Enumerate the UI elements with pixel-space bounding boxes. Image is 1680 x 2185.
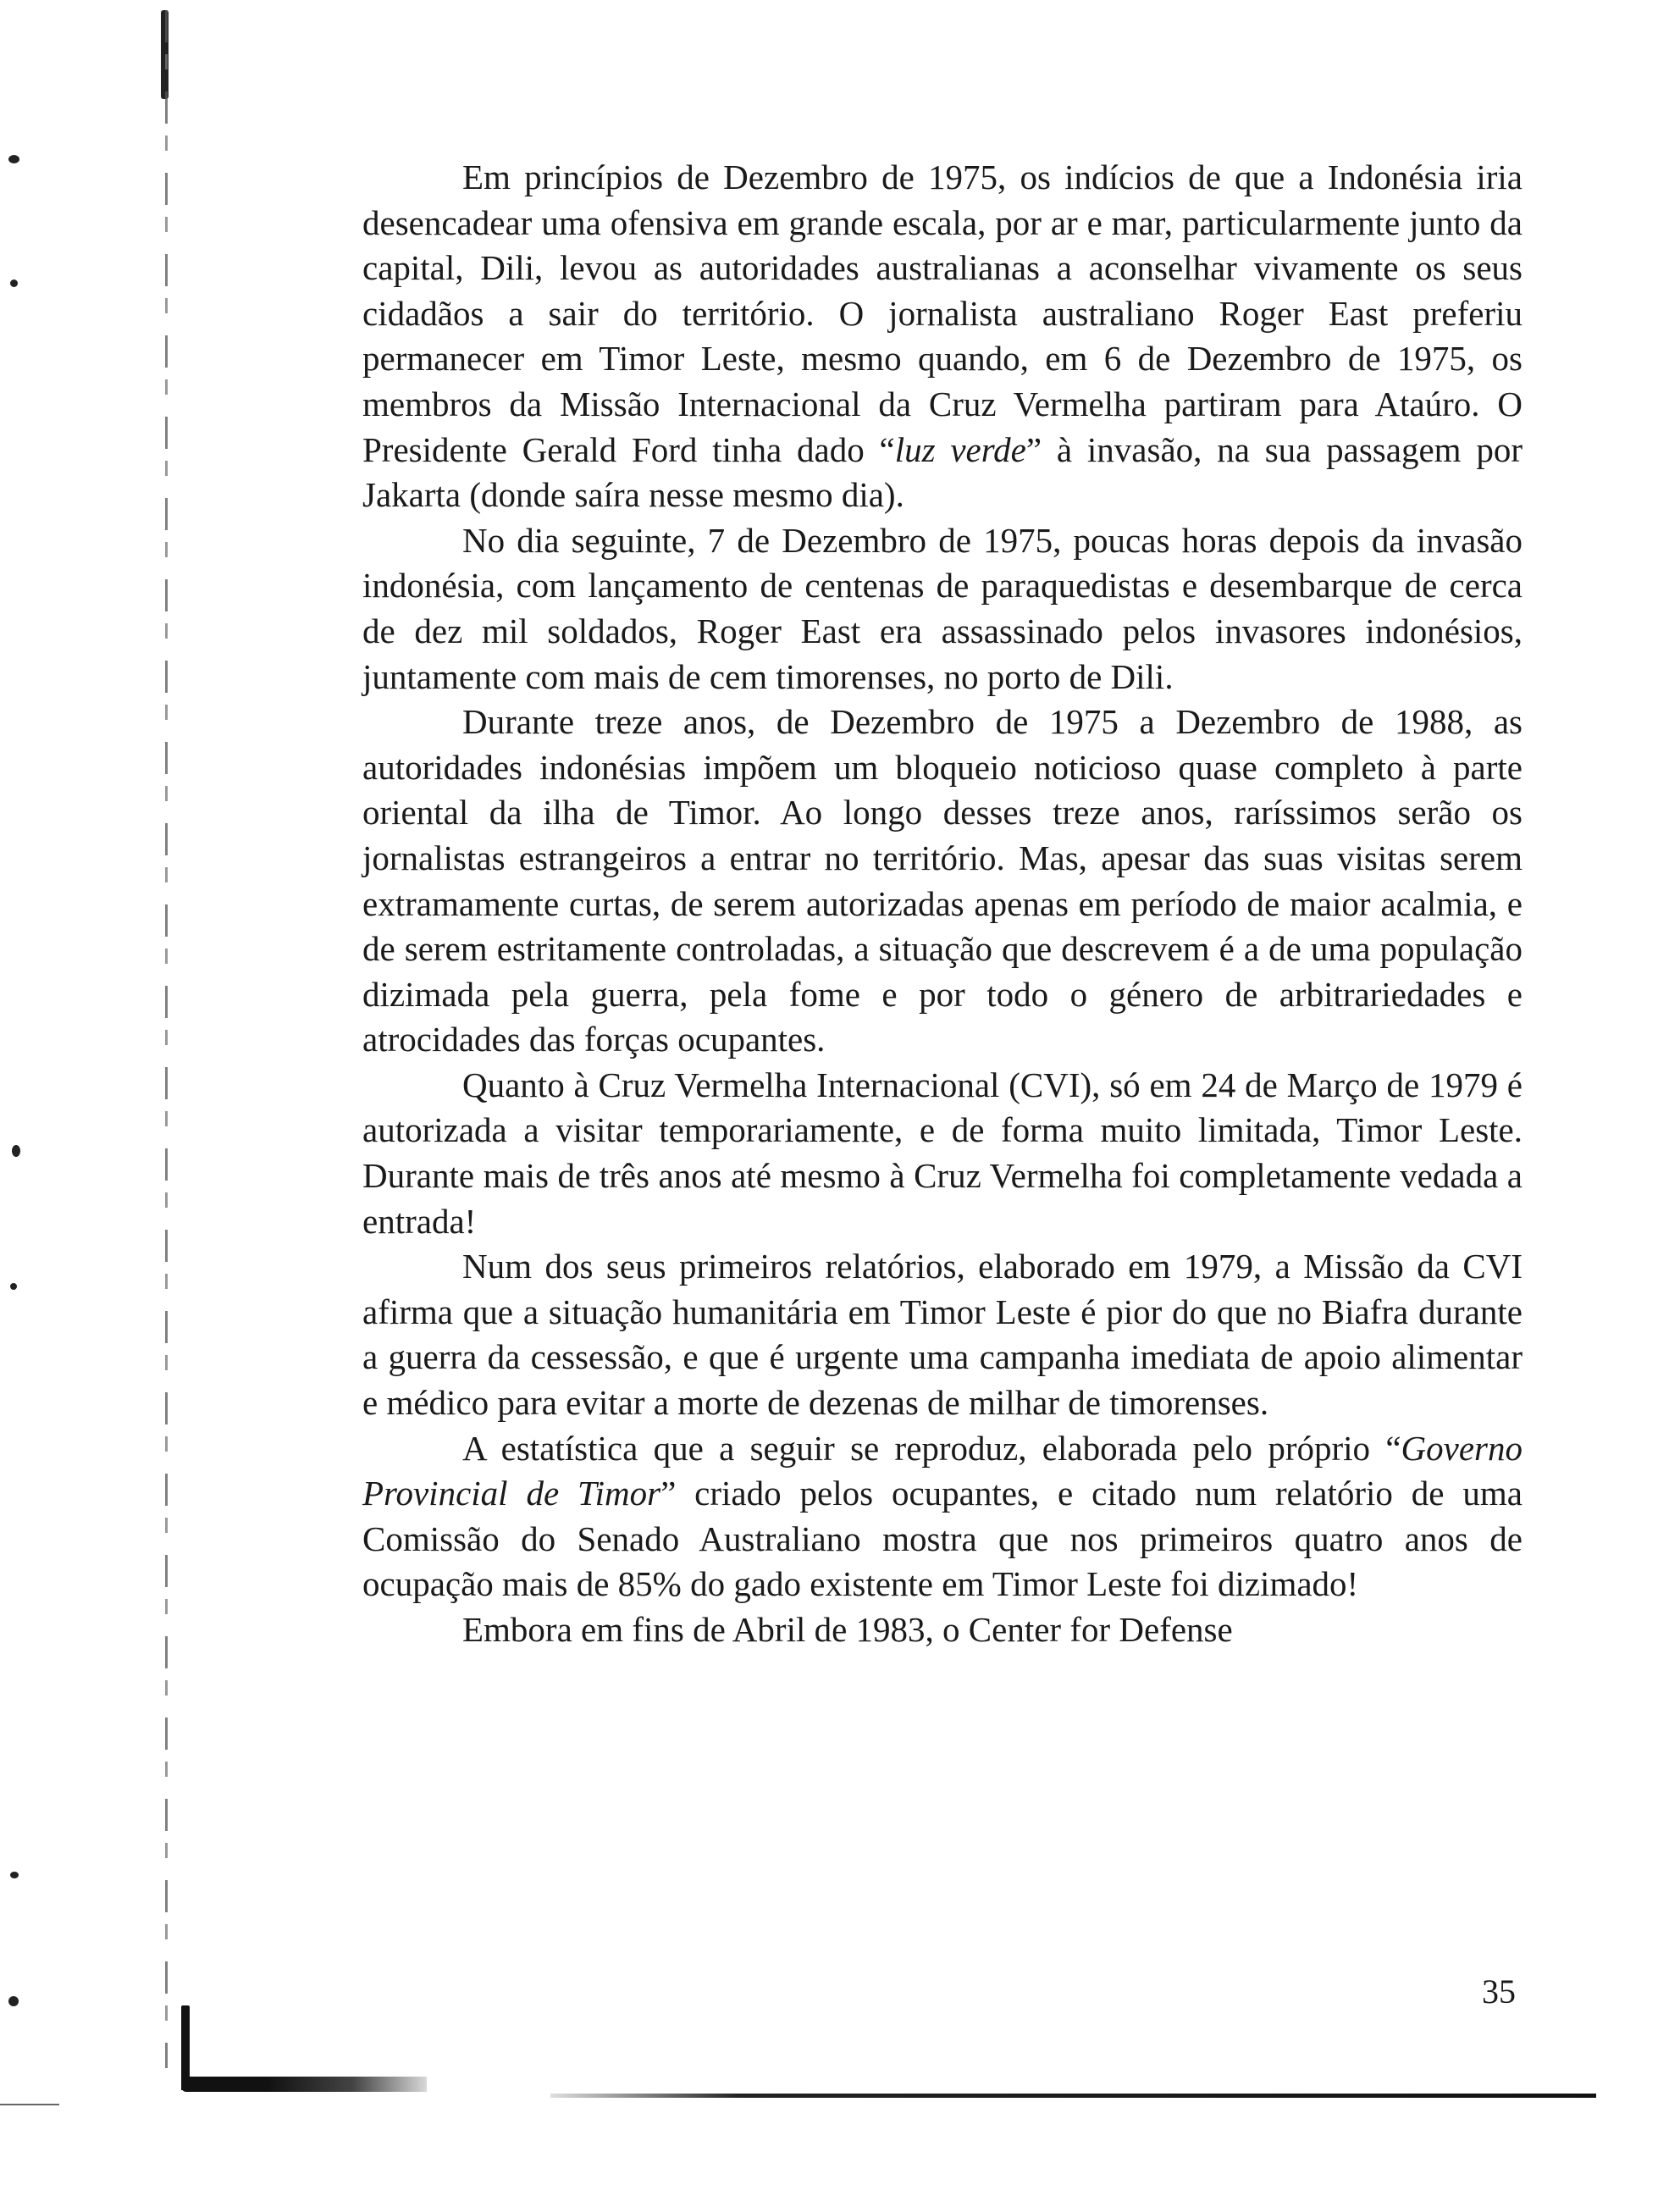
text-run: ” à invasão, na sua passagem por Jakarta (donde saíra nesse mesmo dia). [362,429,1523,515]
paragraph [362,1063,1522,1244]
text-run: Embora em fins de Abril de 1983, o Center for Defense [462,1610,1233,1649]
text-run: Durante treze anos, de Dezembro de 1975 a Dezembro de 1988, as autoridades indonésias impõem um bloqueio noticioso quase completo à parte oriental da ilha de Timor. Ao longo desses treze anos, raríssimos serão os jornalistas estrangeiros a entrar no território. Mas, apesar das suas visitas serem extramamente curtas, de serem autorizadas apenas em período de maior acalmia, e de serem estritamente controladas, a situação que descrevem é a de uma população dizimada pela guerra, pela fome e por todo o género de arbitrariedades e atrocidades das forças ocupantes. [362,702,1522,1059]
scan-speck [8,155,19,163]
scan-edge-mark [0,2104,59,2105]
text-run: Num dos seus primeiros relatórios, elaborado em 1979, a Missão da CVI afirma que a situação humanitária em Timor Leste é pior do que no Biafra durante a guerra da cessessão, e que é urgente uma campanha imediata de apoio alimentar e médico para evitar a morte de dezenas de milhar de timorenses. [362,1247,1522,1423]
italic-text: Governo Provincial de Timor [362,1428,1522,1513]
scan-speck [10,279,18,287]
body-text [362,155,1522,1653]
paragraph [362,155,1522,518]
text-run: No dia seguinte, 7 de Dezembro de 1975, poucas horas depois da invasão indonésia, com lançamento de centenas de paraquedistas e desembarque de cerca de dez mil soldados, Roger East era assassinado pelos invasores indonésios, juntamente com mais de cem timorenses, no porto de Dili. [362,520,1522,696]
text-run: ” criado pelos ocupantes, e citado num relatório de uma Comissão do Senado Australiano mostra que nos primeiros quatro anos de ocupação mais de 85% do gado existente em Timor Leste foi dizimado! [362,1474,1522,1604]
scan-speck [10,1872,19,1878]
page-number: 35 [1482,1972,1516,2011]
paragraph [362,518,1522,700]
paragraph [362,1426,1522,1607]
paragraph [362,700,1522,1063]
text-run: A estatística que a seguir se reproduz, elaborada pelo próprio “ [462,1428,1401,1468]
scan-speck [8,1996,19,2006]
paragraph [362,1244,1522,1425]
text-run: Quanto à Cruz Vermelha Internacional (CVI), só em 24 de Março de 1979 é autorizada a visitar temporariamente, e de forma muito limitada, Timor Leste. Durante mais de três anos até mesmo à Cruz Vermelha foi completamente vedada a entrada! [362,1065,1522,1241]
italic-text: luz verde [894,429,1026,469]
binding-edge [165,10,168,2068]
paragraph [362,1607,1522,1653]
text-run: Em princípios de Dezembro de 1975, os indícios de que a Indonésia iria desencadear uma ofensiva em grande escala, por ar e mar, particularmente junto da capital, Dili, levou as autoridades australianas a aconselhar vivamente os seus cidadãos a sair do território. O jornalista australiano Roger East preferiu permanecer em Timor Leste, mesmo quando, em 6 de Dezembro de 1975, os membros da Missão Internacional da Cruz Vermelha partiram para Ataúro. O Presidente Gerald Ford tinha dado “ [362,158,1522,469]
scan-speck [10,1283,17,1290]
bottom-rule [550,2094,1596,2098]
scan-speck [12,1145,20,1157]
scan-corner-mark [181,2077,427,2092]
